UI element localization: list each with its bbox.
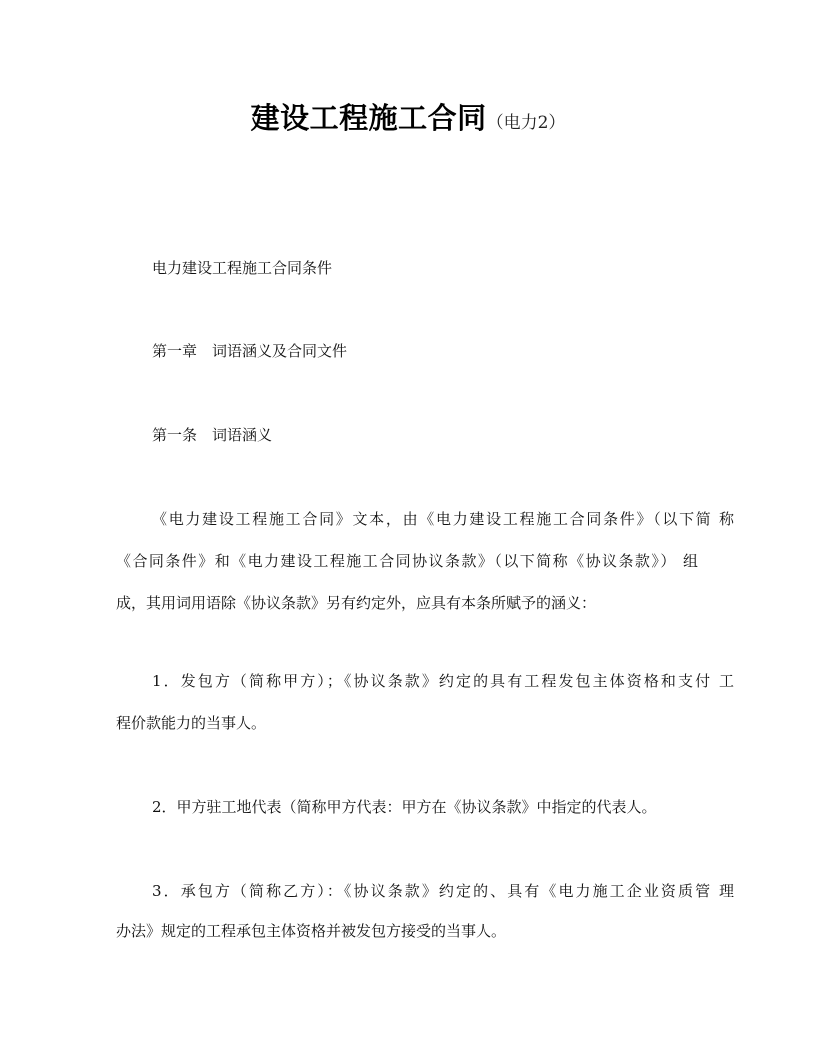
definition-2-line-1: 2．甲方驻工地代表（简称甲方代表：甲方在《协议条款》中指定的代表人。 bbox=[152, 798, 657, 816]
document-title bbox=[0, 96, 816, 137]
chapter-heading: 第一章 词语涵义及合同文件 bbox=[152, 342, 348, 360]
intro-paragraph-line-3: 成，其用词用语除《协议条款》另有约定外，应具有本条所赋予的涵义： bbox=[116, 594, 597, 612]
definition-3-line-2: 办法》规定的工程承包主体资格并被发包方接受的当事人。 bbox=[116, 922, 507, 940]
definition-1-line-2: 程价款能力的当事人。 bbox=[116, 714, 267, 732]
definition-3-line-1: 3．承包方（简称乙方）：《协议条款》约定的、具有《电力施工企业资质管 理 bbox=[152, 882, 734, 900]
title-main: 建设工程施工合同 bbox=[250, 101, 487, 135]
section-heading: 电力建设工程施工合同条件 bbox=[152, 259, 333, 277]
intro-paragraph-line-1: 《电力建设工程施工合同》文本，由《电力建设工程施工合同条件》（以下简 称 bbox=[152, 510, 734, 528]
intro-paragraph-line-2: 《合同条件》和《电力建设工程施工合同协议条款》（以下简称《协议条款》） 组 bbox=[116, 552, 698, 570]
definition-1-line-1: 1．发包方（简称甲方）；《协议条款》约定的具有工程发包主体资格和支付 工 bbox=[152, 672, 734, 690]
article-heading: 第一条 词语涵义 bbox=[152, 426, 273, 444]
title-suffix: （电力2） bbox=[486, 113, 566, 133]
